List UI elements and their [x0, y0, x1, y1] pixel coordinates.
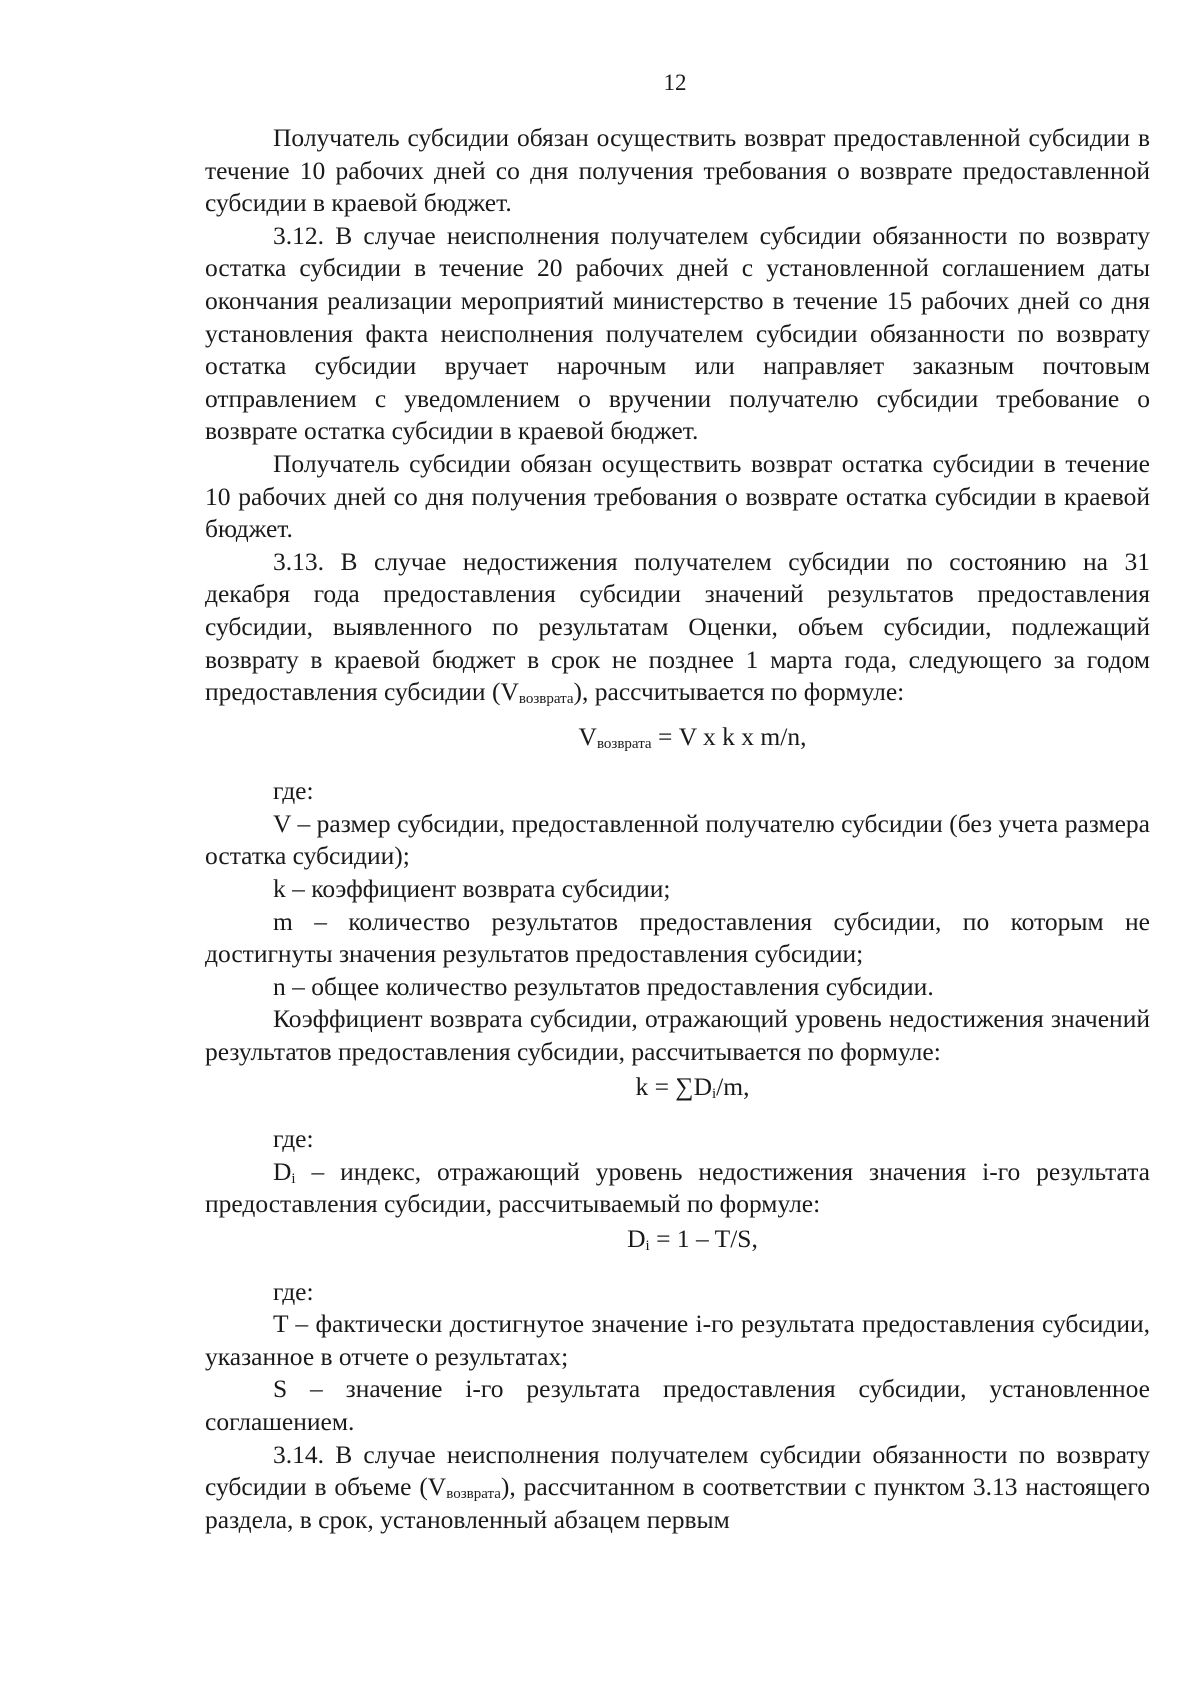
- where-label: где:: [273, 1124, 314, 1154]
- subscript: возврата: [518, 691, 574, 708]
- formula-term: V: [578, 721, 597, 751]
- paragraph-3-14-text-end: ), рассчитанном в соответствии с пунктом 3.13 настоящего раздела, в срок, установленный абзацем первым: [205, 1472, 1150, 1534]
- paragraph-3-13: [205, 546, 1150, 709]
- paragraph-coefficient: Коэффициент возврата субсидии, отражающий уровень недостижения значений результатов предоставления субсидии, рассчитывается по формуле:: [205, 1004, 1150, 1067]
- paragraph-3-14: [205, 1439, 1150, 1537]
- definition-s: S – значение i-го результата предоставления субсидии, установленное соглашением.: [205, 1374, 1150, 1436]
- formula-term: D: [273, 1156, 292, 1186]
- subscript: i: [645, 1238, 650, 1254]
- definition-m: m – количество результатов предоставления субсидии, по которым не достигнуты значения результатов предоставления субсидии;: [205, 906, 1150, 969]
- subscript: возврата: [446, 1486, 501, 1503]
- definition-k: k – коэффициент возврата субсидии;: [273, 874, 671, 904]
- formula-term: D: [627, 1224, 646, 1253]
- page-number: 12: [663, 70, 687, 95]
- paragraph-3-13-text: 3.13. В случае недостижения получателем субсидии по состоянию на 31 декабря года предоставления субсидии значений результатов предоставления субсидии, выявленного по результатам Оценки, объем субсидии, подлежащий возврату в краевой бюджет в срок не позднее 1 марта года, следующего за годом предоставления субсидии (V: [205, 546, 1150, 707]
- paragraph-3-13-text-end: ), рассчитывается по формуле:: [573, 677, 905, 707]
- formula-term: = 1 – T/S,: [649, 1224, 758, 1253]
- subscript: i: [712, 1085, 717, 1102]
- definition-v: V – размер субсидии, предоставленной получателю субсидии (без учета размера остатка субсидии);: [205, 808, 1150, 871]
- formula-v-return: [205, 721, 1150, 754]
- document-body: [205, 122, 1150, 1536]
- formula-k: [205, 1071, 1150, 1104]
- definition-text: – индекс, отражающий уровень недостижения значения i-го результата предоставления субсидии, рассчитываемый по формуле:: [205, 1156, 1150, 1219]
- subscript: возврата: [596, 735, 652, 752]
- where-label: где:: [273, 776, 314, 806]
- where-label: где:: [273, 1276, 314, 1306]
- paragraph-3-14-text: 3.14. В случае неисполнения получателем субсидии обязанности по возврату субсидии в объеме (V: [205, 1439, 1150, 1502]
- definition-n: n – общее количество результатов предоставления субсидии.: [273, 971, 934, 1001]
- subscript: i: [291, 1170, 296, 1187]
- paragraph-return-remainder: Получатель субсидии обязан осуществить возврат остатка субсидии в течение 10 рабочих дней со дня получения требования о возврате остатка субсидии в краевой бюджет.: [205, 448, 1150, 544]
- formula-term: /m,: [716, 1071, 750, 1101]
- paragraph-return-obligation: Получатель субсидии обязан осуществить возврат предоставленной субсидии в течение 10 рабочих дней со дня получения требования о возврате предоставленной субсидии в краевой бюджет.: [205, 123, 1150, 218]
- paragraph-3-12: 3.12. В случае неисполнения получателем субсидии обязанности по возврату остатка субсидии в течение 20 рабочих дней с установленной соглашением даты окончания реализации мероприятий министерство в течение 15 рабочих дней со дня установления факта неисполнения получателем субсидии обязанности по возврату остатка субсидии вручает нарочным или направляет заказным почтовым отправлением с уведомлением о вручении получателю субсидии требование о возврате остатка субсидии в краевой бюджет.: [205, 220, 1150, 446]
- definition-t: T – фактически достигнутое значение i-го результата предоставления субсидии, указанное в отчете о результатах;: [205, 1309, 1150, 1371]
- definition-di: [205, 1156, 1150, 1221]
- formula-di: [205, 1223, 1150, 1256]
- formula-term: k = ∑D: [635, 1071, 712, 1101]
- formula-term: = V x k x m/n,: [651, 721, 807, 751]
